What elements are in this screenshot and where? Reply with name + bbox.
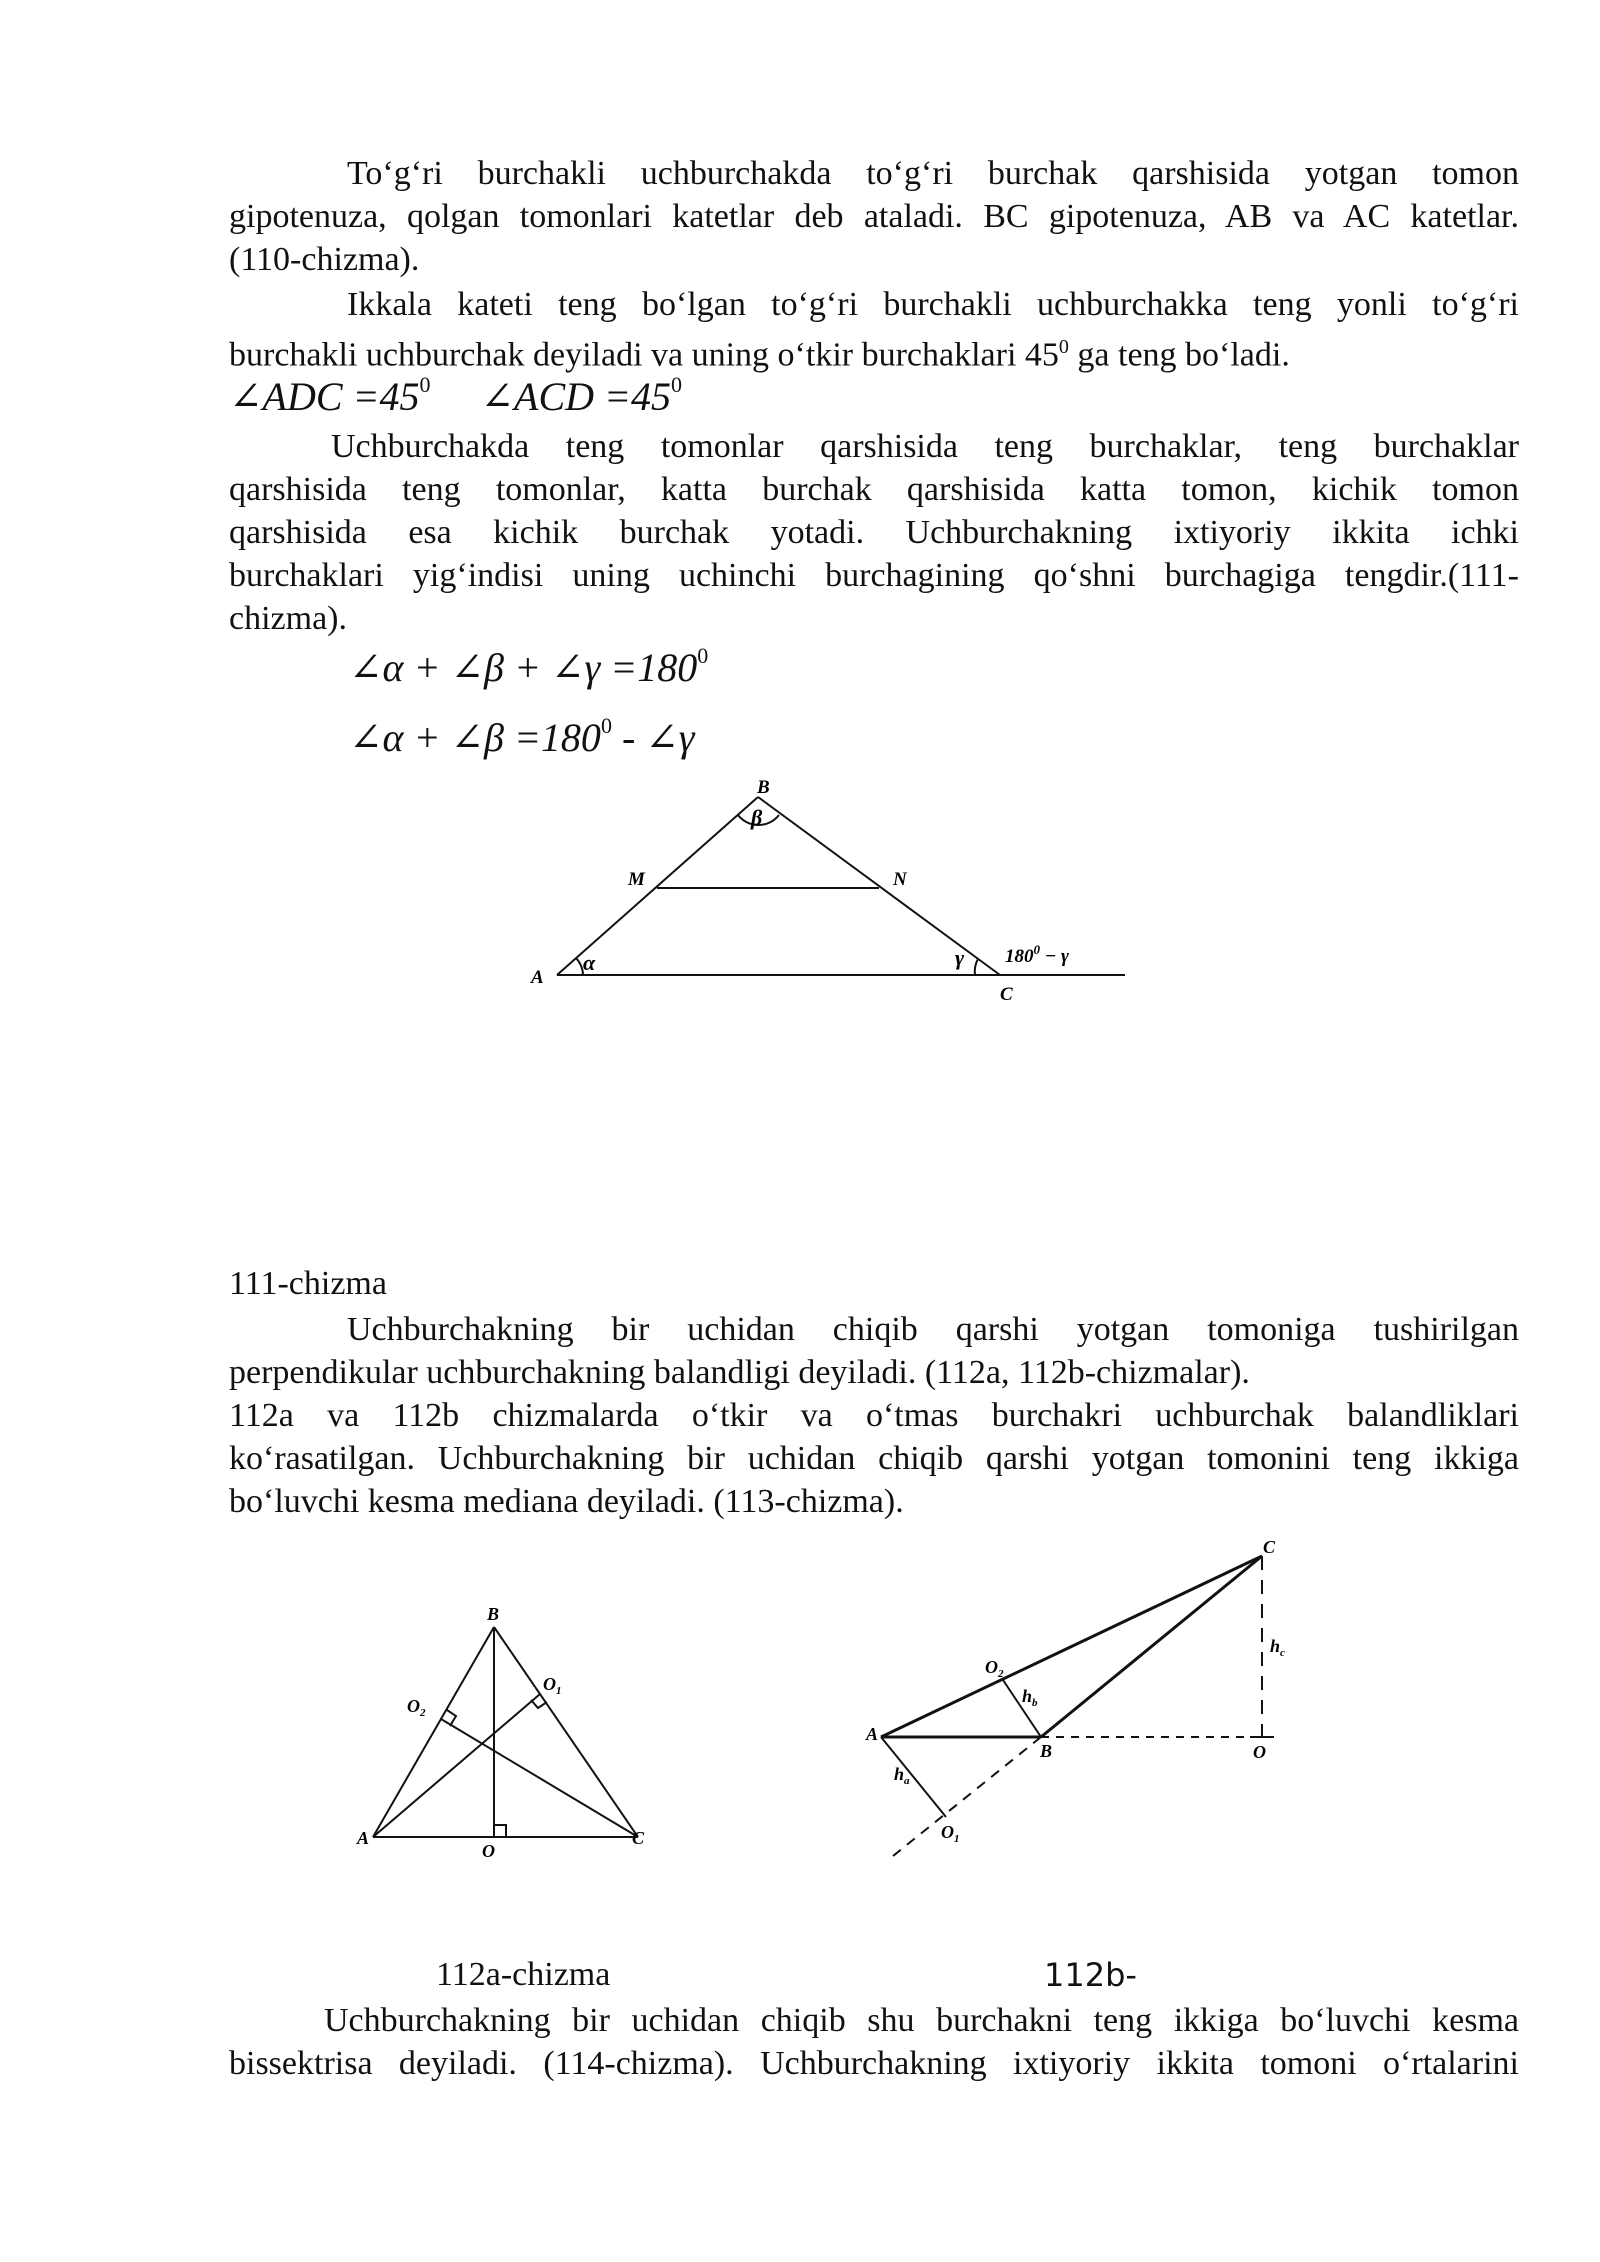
text-line: ko‘rasatilgan. Uchburchakning bir uchidan chiqib qarshi yotgan tomonini teng ikkiga	[229, 1440, 1519, 1477]
side-ab	[373, 1627, 494, 1837]
text-line: bo‘luvchi kesma mediana deyiladi. (113-chizma).	[229, 1483, 904, 1520]
label-ha: $h_a$	[894, 1764, 910, 1787]
paragraph-isosceles-right	[229, 283, 1519, 376]
label-b: B	[1040, 1741, 1053, 1761]
text-line: qarshisida esa kichik burchak yotadi. Uchburchakning ixtiyoriy ikkita ichki	[229, 514, 1519, 551]
altitude-ao1	[373, 1694, 540, 1837]
label-c: C	[632, 1828, 645, 1848]
label-c: C	[1263, 1537, 1276, 1557]
altitude-hb	[1003, 1680, 1041, 1737]
text-line: Ikkala kateti teng bo‘lgan to‘g‘ri burchakli uchburchakka teng yonli to‘g‘ri	[347, 286, 1519, 323]
label-hc: $h_c$	[1270, 1636, 1285, 1659]
side-bc	[494, 1627, 638, 1837]
text-line: burchakli uchburchak deyiladi va uning o‘tkir burchaklari $45^0$ ga teng bo‘ladi.	[229, 336, 1290, 374]
text-line: bissektrisa deyiladi. (114-chizma). Uchburchakning ixtiyoriy ikkita tomoni o‘rtalarini	[229, 2045, 1519, 2082]
text-line: 112a va 112b chizmalarda o‘tkir va o‘tmas burchakri uchburchak balandliklari	[229, 1397, 1519, 1434]
side-bc	[1041, 1556, 1262, 1737]
label-a: A	[357, 1828, 370, 1848]
label-o2: $O_2$	[985, 1657, 1004, 1680]
right-angle-mark	[447, 1710, 456, 1726]
paragraph-bisector	[229, 1999, 1519, 2085]
text-line: chizma).	[229, 600, 347, 637]
side-ac	[881, 1556, 1262, 1737]
paragraph-altitude-median	[229, 1308, 1519, 1523]
text-line: qarshisida teng tomonlar, katta burchak qarshisida katta tomon, kichik tomon	[229, 471, 1519, 508]
text-line: burchaklari yig‘indisi uning uchinchi burchagining qo‘shni burchagiga tengdir.(111-	[229, 557, 1519, 594]
label-o1: $O_1$	[941, 1822, 960, 1845]
right-angle-mark	[531, 1700, 547, 1708]
extension-bc-dashed	[893, 1737, 1041, 1856]
label-alpha: α	[583, 950, 596, 975]
altitude-co2	[441, 1719, 638, 1837]
angle-arc-beta	[738, 815, 779, 825]
label-b: B	[487, 1604, 500, 1624]
label-o: O	[482, 1841, 495, 1861]
text-line: Uchburchakda teng tomonlar qarshisida teng burchaklar, teng burchaklar	[331, 428, 1519, 465]
text-line: perpendikular uchburchakning balandligi deyiladi. (112a, 112b-chizmalar).	[229, 1354, 1250, 1391]
text-line: Uchburchakning bir uchidan chiqib qarshi yotgan tomoniga tushirilgan	[347, 1311, 1519, 1348]
text-line: (110-chizma).	[229, 241, 420, 278]
label-c: C	[1000, 984, 1013, 1005]
text-line: gipotenuza, qolgan tomonlari katetlar deb ataladi. BC gipotenuza, AB va AC katetlar.	[229, 198, 1519, 235]
label-a: A	[866, 1724, 879, 1744]
angle-arc-gamma	[975, 959, 978, 975]
paragraph-hypotenuse	[229, 152, 1519, 281]
caption-112a: 112a-chizma	[436, 1956, 611, 1993]
caption-111: 111-chizma	[229, 1265, 387, 1302]
label-b: B	[757, 777, 770, 798]
label-gamma: γ	[955, 945, 965, 970]
label-o: O	[1253, 1742, 1266, 1762]
right-angle-mark	[494, 1825, 506, 1837]
label-beta: β	[751, 805, 763, 830]
label-o2: $O_2$	[407, 1696, 426, 1719]
paragraph-triangle-properties	[229, 425, 1519, 640]
formula-angles-45: ∠ADC $=45^0$ ∠ACD $=45^0$	[229, 372, 683, 419]
formula-angle-sum: ∠α + ∠β + ∠γ $=180^0$	[349, 643, 709, 690]
angle-arc-alpha	[576, 958, 583, 975]
side-bc	[758, 797, 1000, 975]
label-n: N	[893, 869, 907, 890]
altitude-ha	[881, 1737, 946, 1817]
label-o1: $O_1$	[543, 1674, 562, 1697]
caption-112b: 112b-	[1044, 1956, 1137, 1994]
label-m: M	[628, 869, 645, 890]
side-ab	[557, 797, 758, 975]
text-line: To‘g‘ri burchakli uchburchakda to‘g‘ri burchak qarshisida yotgan tomon	[347, 155, 1519, 192]
label-exterior-angle: $180^0 - \gamma$	[1005, 942, 1069, 967]
text-line: Uchburchakning bir uchidan chiqib shu burchakni teng ikkiga bo‘luvchi kesma	[324, 2002, 1519, 2039]
label-a: A	[531, 967, 544, 988]
label-hb: $h_b$	[1022, 1686, 1038, 1709]
formula-exterior-angle: ∠α + ∠β $=180^0$ - ∠γ	[349, 713, 695, 760]
